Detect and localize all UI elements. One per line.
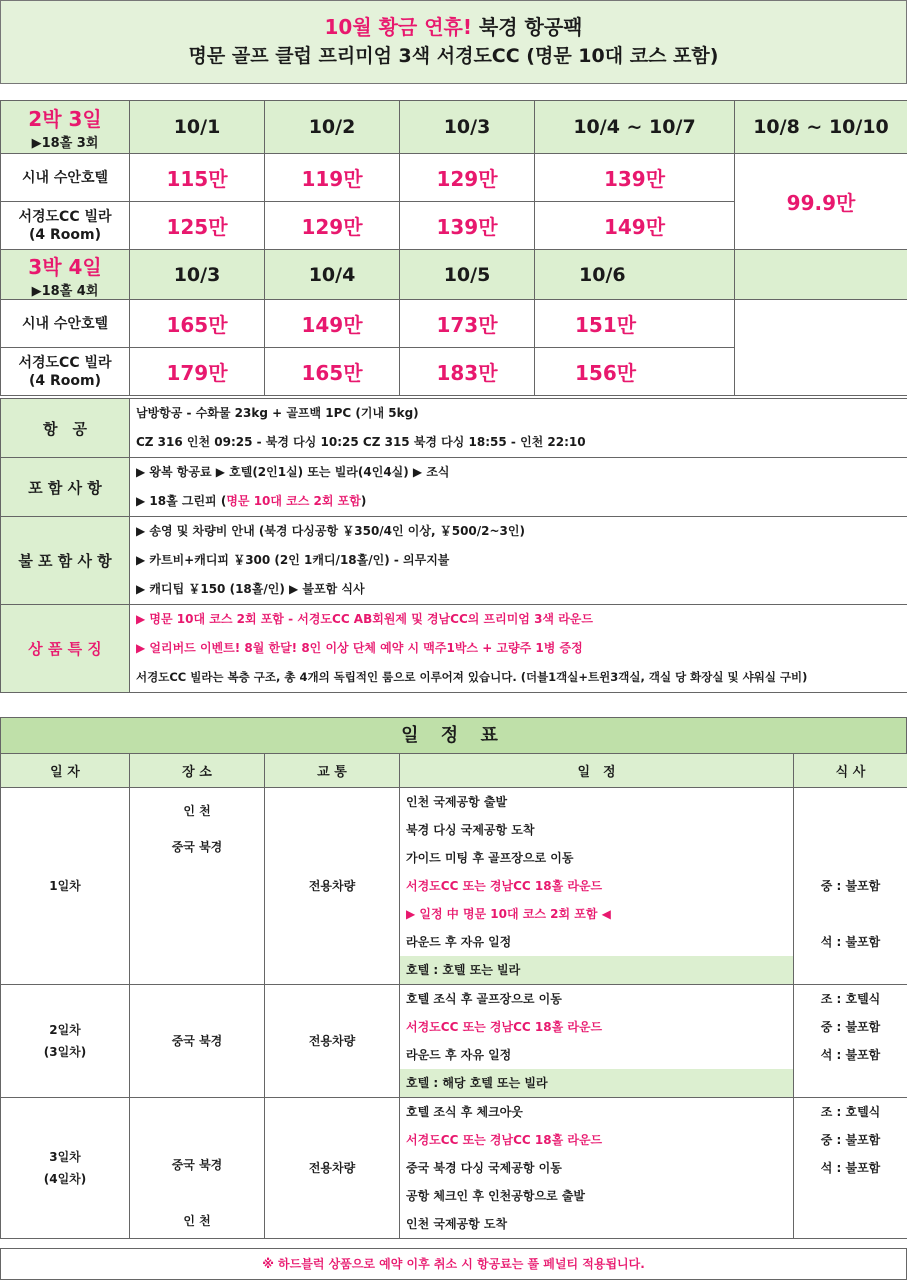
title-rest: 북경 항공팩	[471, 15, 583, 39]
empty-cell	[735, 300, 907, 396]
meal-item: 석 : 불포함	[820, 1048, 881, 1062]
meal-item	[794, 900, 907, 928]
meal-cell	[794, 788, 907, 985]
itinerary-item: 가이드 미팅 후 골프장으로 이동	[406, 851, 574, 865]
flight-label: 항 공	[1, 399, 130, 458]
hotel-label: 시내 수안호텔	[1, 154, 130, 202]
price-cell: 156만	[535, 348, 735, 396]
meal-item: 중 : 불포함	[820, 879, 881, 893]
title-line-2: 명문 골프 클럽 프리미엄 3색 서경도CC (명문 10대 코스 포함)	[188, 45, 719, 67]
price-cell: 125만	[130, 202, 265, 250]
price-3n4d-date-row	[1, 250, 907, 300]
price-cell: 129만	[400, 154, 535, 202]
include-line: ▶ 왕복 항공료 ▶ 호텔(2인1실) 또는 빌라(4인4실) ▶ 조식	[136, 465, 450, 479]
villa-label-rooms: (4 Room)	[28, 372, 102, 389]
day-label	[1, 985, 130, 1098]
title-banner	[0, 0, 907, 84]
day-alt: (3일차)	[43, 1045, 87, 1059]
itinerary-item: 라운드 후 자유 일정	[406, 1048, 512, 1062]
include-text: ▶ 18홀 그린피 (	[136, 494, 227, 508]
package-3n4d-label	[1, 250, 130, 300]
include-line	[130, 487, 907, 516]
date-cell: 10/6	[535, 250, 735, 300]
meal-item	[794, 1182, 907, 1210]
itinerary-item: 호텔 : 해당 호텔 또는 빌라	[400, 1069, 793, 1097]
place-cell: 중국 북경	[130, 985, 265, 1098]
date-cell: 10/3	[130, 250, 265, 300]
date-cell: 10/2	[265, 101, 400, 154]
include-row	[1, 458, 907, 517]
meal-item: 중 : 불포함	[820, 1133, 881, 1147]
place-name: 인 천	[183, 804, 211, 818]
villa-label-rooms: (4 Room)	[28, 226, 102, 243]
schedule-header-row	[1, 754, 907, 788]
feature-row	[1, 605, 907, 693]
price-cell: 139만	[400, 202, 535, 250]
price-cell: 173만	[400, 300, 535, 348]
price-cell: 149만	[265, 300, 400, 348]
info-table	[0, 398, 907, 693]
meal-item: 조 : 호텔식	[820, 1105, 881, 1119]
itinerary-item: 호텔 : 호텔 또는 빌라	[400, 956, 793, 984]
day-label	[1, 1098, 130, 1239]
meal-item	[794, 1210, 907, 1238]
day-label: 1일차	[1, 788, 130, 985]
title-line-1	[324, 13, 582, 41]
meal-item	[794, 816, 907, 844]
itinerary-cell	[400, 985, 794, 1098]
meal-item	[794, 788, 907, 816]
price-cell: 149만	[535, 202, 735, 250]
itinerary-item: ▶ 일정 中 명문 10대 코스 2회 포함 ◀	[406, 907, 611, 921]
itinerary-cell	[400, 1098, 794, 1239]
itinerary-item: 서경도CC 또는 경남CC 18홀 라운드	[406, 1020, 603, 1034]
col-header-transport: 교 통	[265, 754, 400, 788]
place-cell	[130, 788, 265, 985]
include-text: )	[360, 494, 367, 508]
exclude-label: 불 포 함 사 항	[1, 517, 130, 605]
date-cell: 10/4	[265, 250, 400, 300]
special-price-cell: 99.9만	[735, 154, 907, 250]
place-name: 인 천	[183, 1214, 211, 1228]
flight-line: CZ 316 인천 09:25 - 북경 다싱 10:25 CZ 315 북경 다싱 18:55 - 인천 22:10	[136, 435, 586, 449]
feature-line: ▶ 얼리버드 이벤트! 8월 한달! 8인 이상 단체 예약 시 맥주1박스 + 고량주 1병 증정	[136, 641, 583, 655]
exclude-row	[1, 517, 907, 605]
exclude-line: ▶ 송영 및 차량비 안내 (북경 다싱공항 ￥350/4인 이상, ￥500/2~3인)	[136, 524, 525, 538]
place-name: 중국 북경	[171, 1158, 223, 1172]
schedule-title: 일 정 표	[0, 717, 907, 755]
flight-details	[130, 399, 907, 458]
price-cell: 165만	[130, 300, 265, 348]
col-header-itinerary: 일 정	[400, 754, 794, 788]
include-label: 포 함 사 항	[1, 458, 130, 517]
price-row	[1, 154, 907, 202]
date-cell: 10/8 ~ 10/10	[735, 101, 907, 154]
itinerary-item: 서경도CC 또는 경남CC 18홀 라운드	[406, 1133, 603, 1147]
price-cell: 179만	[130, 348, 265, 396]
meal-item: 석 : 불포함	[820, 1161, 881, 1175]
flight-row	[1, 399, 907, 458]
price-cell: 139만	[535, 154, 735, 202]
price-cell: 119만	[265, 154, 400, 202]
day-alt: (4일차)	[43, 1172, 87, 1186]
villa-label-name: 서경도CC 빌라	[18, 208, 112, 225]
place-name: 중국 북경	[171, 840, 223, 854]
meal-cell	[794, 985, 907, 1098]
itinerary-item: 인천 국제공항 도착	[406, 1217, 508, 1231]
itinerary-item: 공항 체크인 후 인천공항으로 출발	[406, 1189, 586, 1203]
nights-label: 2박 3일	[28, 107, 102, 131]
price-cell: 115만	[130, 154, 265, 202]
meal-item	[794, 956, 907, 984]
empty-cell	[735, 250, 907, 300]
price-2n3d-date-row	[1, 101, 907, 154]
price-cell: 151만	[535, 300, 735, 348]
title-highlight: 10월 황금 연휴!	[324, 15, 472, 39]
transport-cell: 전용차량	[265, 788, 400, 985]
itinerary-item: 중국 북경 다싱 국제공항 이동	[406, 1161, 562, 1175]
schedule-day-1	[1, 788, 907, 985]
feature-label: 상 품 특 징	[1, 605, 130, 693]
meal-item: 조 : 호텔식	[820, 992, 881, 1006]
meal-item: 중 : 불포함	[820, 1020, 881, 1034]
col-header-place: 장 소	[130, 754, 265, 788]
price-cell: 165만	[265, 348, 400, 396]
cancellation-notice: ※ 하드블럭 상품으로 예약 이후 취소 시 항공료는 풀 페널티 적용됩니다.	[0, 1248, 907, 1280]
col-header-day: 일 자	[1, 754, 130, 788]
exclude-details	[130, 517, 907, 605]
rounds-label: ▶18홀 3회	[31, 136, 99, 151]
col-header-meals: 식 사	[794, 754, 907, 788]
flight-line: 남방항공 - 수화물 23kg + 골프백 1PC (기내 5kg)	[136, 406, 419, 420]
price-table	[0, 100, 907, 396]
price-row	[1, 300, 907, 348]
villa-label-name: 서경도CC 빌라	[18, 354, 112, 371]
meal-item	[794, 844, 907, 872]
itinerary-item: 서경도CC 또는 경남CC 18홀 라운드	[406, 879, 603, 893]
transport-cell: 전용차량	[265, 985, 400, 1098]
meal-cell	[794, 1098, 907, 1239]
feature-line: ▶ 명문 10대 코스 2회 포함 - 서경도CC AB회원제 및 경남CC의 프리미엄 3색 라운드	[136, 612, 593, 626]
schedule-table	[0, 753, 907, 1239]
villa-label	[1, 348, 130, 396]
price-cell: 183만	[400, 348, 535, 396]
package-2n3d-label	[1, 101, 130, 154]
date-cell: 10/4 ~ 10/7	[535, 101, 735, 154]
transport-cell: 전용차량	[265, 1098, 400, 1239]
itinerary-item: 호텔 조식 후 골프장으로 이동	[406, 992, 562, 1006]
hotel-label: 시내 수안호텔	[1, 300, 130, 348]
itinerary-item: 라운드 후 자유 일정	[406, 935, 512, 949]
day-number: 3일차	[49, 1150, 81, 1164]
itinerary-cell	[400, 788, 794, 985]
include-details	[130, 458, 907, 517]
exclude-line: ▶ 카트비+캐디피 ￥300 (2인 1캐디/18홀/인) - 의무지불	[136, 553, 450, 567]
meal-item: 석 : 불포함	[820, 935, 881, 949]
rounds-label: ▶18홀 4회	[31, 283, 99, 299]
feature-details	[130, 605, 907, 693]
itinerary-item: 북경 다싱 국제공항 도착	[406, 823, 535, 837]
villa-label	[1, 202, 130, 250]
itinerary-item: 인천 국제공항 출발	[406, 795, 508, 809]
meal-item	[794, 1069, 907, 1097]
date-cell: 10/1	[130, 101, 265, 154]
place-cell	[130, 1098, 265, 1239]
date-cell: 10/5	[400, 250, 535, 300]
include-highlight: 명문 10대 코스 2회 포함	[226, 494, 361, 508]
date-cell: 10/3	[400, 101, 535, 154]
price-cell: 129만	[265, 202, 400, 250]
exclude-line: ▶ 캐디팁 ￥150 (18홀/인) ▶ 불포함 식사	[136, 582, 365, 596]
feature-line: 서경도CC 빌라는 복층 구조, 총 4개의 독립적인 룸으로 이루어져 있습니다. (더블1객실+트윈3객실, 객실 당 화장실 및 샤워실 구비)	[136, 670, 808, 684]
itinerary-item: 호텔 조식 후 체크아웃	[406, 1105, 523, 1119]
day-number: 2일차	[49, 1023, 81, 1037]
nights-label: 3박 4일	[28, 254, 102, 279]
schedule-day-2	[1, 985, 907, 1098]
schedule-day-3	[1, 1098, 907, 1239]
